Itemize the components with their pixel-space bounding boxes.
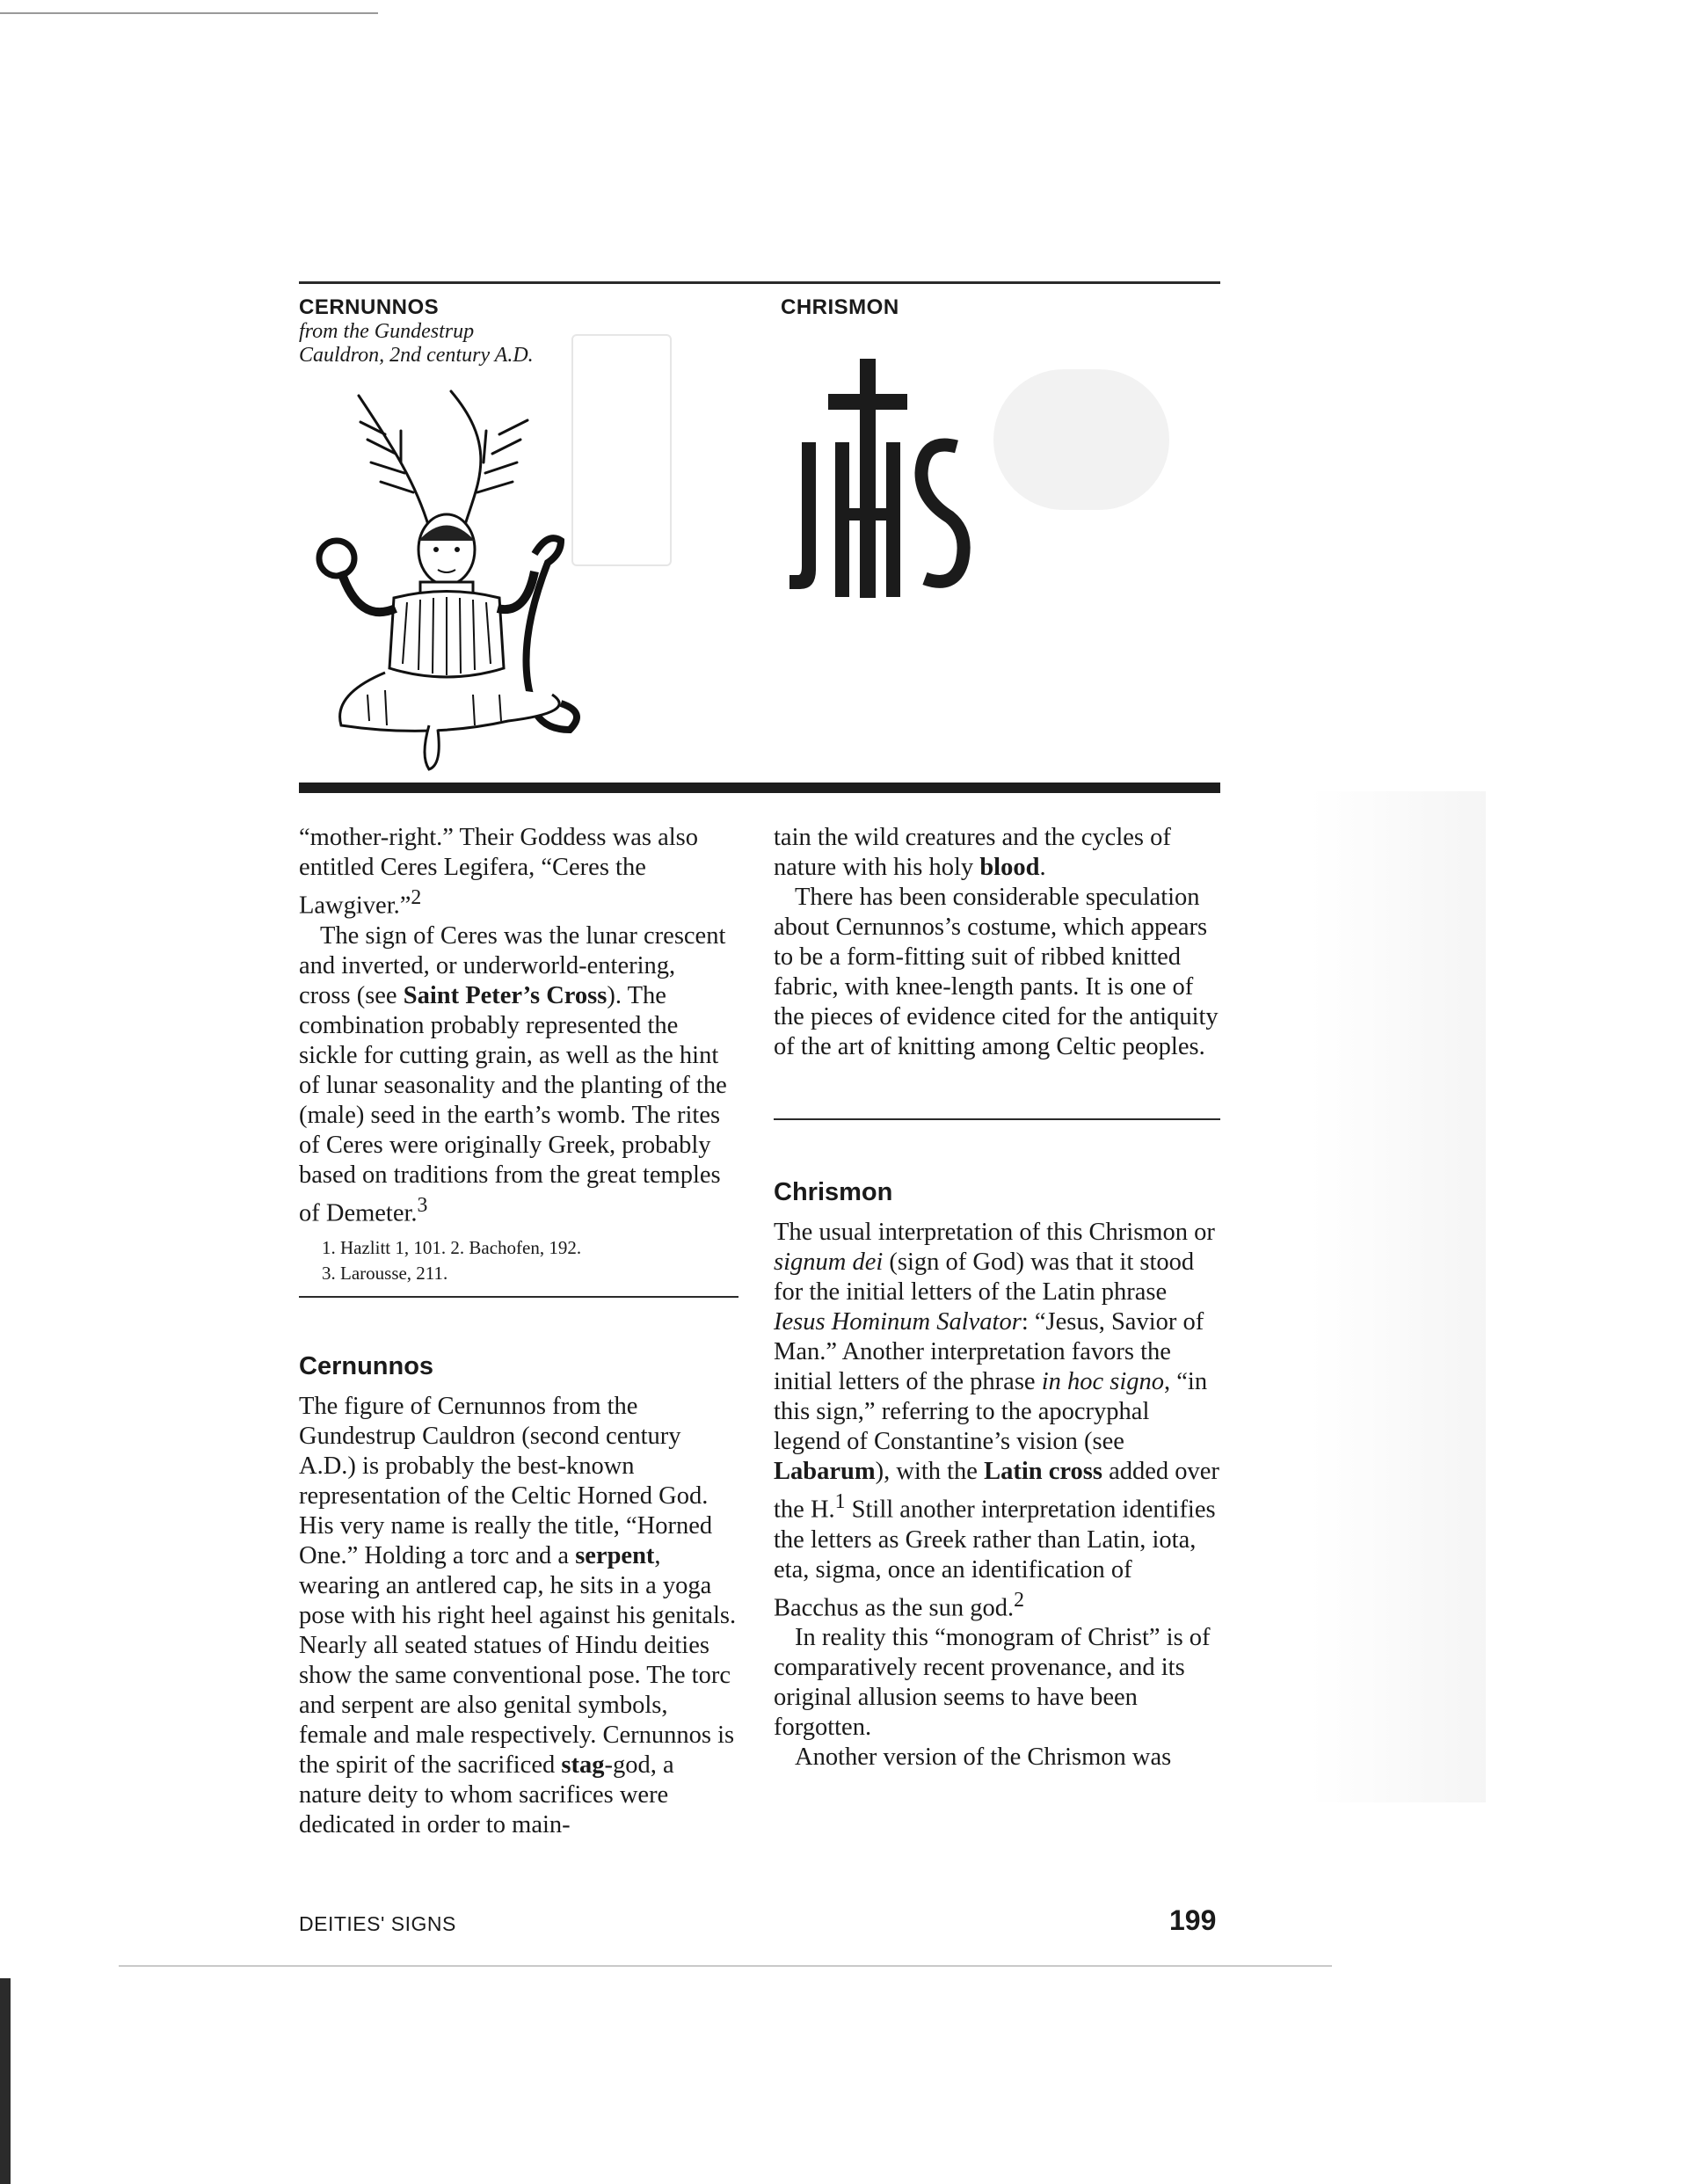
- figure-title-chrismon: CHRISMON: [781, 295, 899, 319]
- show-through-shadow: [1310, 791, 1486, 1802]
- paragraph: There has been considerable speculation about Cernunnos’s costume, which appears to be a form-fitting suit of ribbed knitted fabric, with knee-length pants. It is one of the pieces of evidence cited for the antiquity of the art of knitting among Celtic peoples.: [774, 884, 1219, 1060]
- footnote: 1. Hazlitt 1, 101. 2. Bachofen, 192.: [322, 1237, 582, 1258]
- caption-line: Cauldron, 2nd century A.D.: [299, 344, 534, 367]
- figure-bottom-rule: [299, 783, 1220, 793]
- show-through-figure: [993, 369, 1169, 510]
- left-column-text: [299, 823, 728, 1228]
- right-column-text: [774, 823, 1220, 1062]
- figure-title-cernunnos: CERNUNNOS: [299, 295, 440, 319]
- paragraph: “mother-right.” Their Goddess was also entitled Ceres Legifera, “Ceres the Lawgiver.”$^2$: [299, 824, 698, 920]
- caption-line: from the Gundestrup: [299, 320, 475, 343]
- figure-top-rule: [299, 281, 1220, 284]
- cernunnos-illustration: [297, 378, 614, 783]
- scan-edge-left: [0, 1978, 11, 2184]
- scan-edge-bottom: [119, 1965, 1332, 1967]
- paragraph: tain the wild creatures and the cycles of nature with his holy blood.: [774, 824, 1171, 881]
- paragraph: In reality this “monogram of Christ” is of comparatively recent provenance, and its original allusion seems to have been forgotten.: [774, 1624, 1211, 1741]
- figure-caption-cernunnos: [299, 320, 534, 368]
- heading-cernunnos: Cernunnos: [299, 1352, 434, 1380]
- heading-chrismon: Chrismon: [774, 1178, 893, 1206]
- paragraph: The sign of Ceres was the lunar crescent and inverted, or underworld-entering, cross (see Saint Peter’s Cross). The combination probably represented the sickle for cutting grain, as well as the hint of lunar seasonality and the planting of the (male) seed in the earth’s womb. The rites of Ceres were originally Greek, probably based on traditions from the great temples of Demeter.$^3$: [299, 921, 727, 1227]
- footnote: 3. Larousse, 211.: [322, 1263, 448, 1284]
- cernunnos-body: [299, 1392, 738, 1840]
- paragraph: The usual interpretation of this Chrismon or signum dei (sign of God) was that it stood for the initial letters of the Latin phrase Iesus Hominum Salvator: “Jesus, Savior of Man.” Another interpretation favors the initial letters of the phrase in hoc signo, “in this sign,” referring to the apocryphal legend of Constantine’s vision (see Labarum), with the Latin cross added over the H.$^1$ Still another interpretation identifies the letters as Greek rather than Latin, iota, eta, sigma, once an identification of Bacchus as the sun god.$^2$: [774, 1219, 1219, 1621]
- chrismon-glyph: [774, 359, 985, 598]
- page-number: 199: [1169, 1904, 1217, 1936]
- running-footer-section: DEITIES' SIGNS: [299, 1912, 456, 1935]
- chrismon-glyph-label: JHS: [774, 359, 775, 360]
- paragraph: The figure of Cernunnos from the Gundestrup Cauldron (second century A.D.) is probably the best-known representation of the Celtic Horned God. His very name is really the title, “Horned One.” Holding a torc and a serpent, wearing an antlered cap, he sits in a yoga pose with his right heel against his genitals. Nearly all seated statues of Hindu deities show the same conventional pose. The torc and serpent are also genital symbols, female and male respectively. Cernunnos is the spirit of the sacrificed stag-god, a nature deity to whom sacrifices were dedicated in order to main-: [299, 1393, 737, 1838]
- section-rule-right: [774, 1118, 1220, 1120]
- section-rule-left: [299, 1296, 738, 1298]
- paragraph: Another version of the Chrismon was: [795, 1744, 1172, 1771]
- footnotes-left: [322, 1235, 726, 1286]
- scan-edge-top: [0, 12, 378, 14]
- chrismon-body: [774, 1218, 1220, 1773]
